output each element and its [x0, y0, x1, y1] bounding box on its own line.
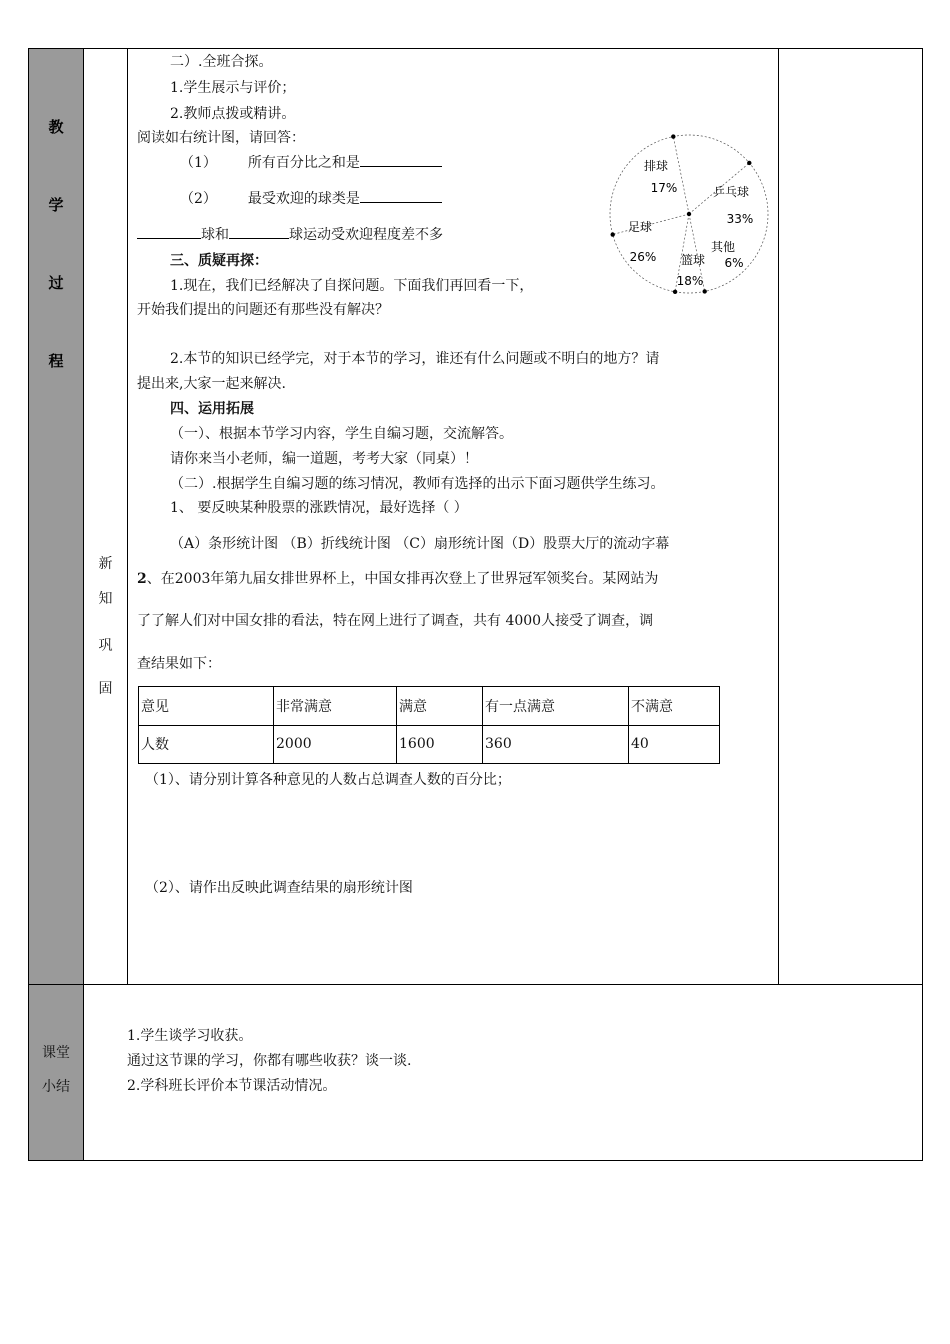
- table-cell: 人数: [139, 725, 274, 764]
- summary-label: 小结: [42, 1079, 70, 1095]
- text-line: （一）、根据本节学习内容，学生自编习题，交流解答。: [170, 426, 513, 442]
- text-line: 1.现在，我们已经解决了自探问题。下面我们再回看一下，: [170, 278, 534, 294]
- question-text: 球和: [201, 227, 229, 243]
- question-text: 球运动受欢迎程度差不多: [289, 227, 443, 243]
- answer-blank: [360, 190, 442, 203]
- consolidate-char: 知: [98, 591, 113, 607]
- divider: [127, 48, 128, 985]
- sub-question-2: （2）、请作出反映此调查结果的扇形统计图: [145, 880, 413, 896]
- summary-table: [28, 984, 923, 1161]
- pie-slice-label: 足球: [627, 220, 653, 234]
- exercise-number: 2: [137, 571, 147, 587]
- table-cell: 有一点满意: [483, 687, 629, 726]
- summary-label: 课堂: [42, 1045, 70, 1061]
- survey-table: [138, 686, 720, 764]
- text-line: 查结果如下：: [137, 656, 221, 672]
- question-text: 所有百分比之和是: [247, 155, 360, 171]
- summary-line: 通过这节课的学习，你都有哪些收获？谈一谈.: [127, 1053, 412, 1069]
- question-2-continued: [137, 226, 443, 244]
- summary-line: 1.学生谈学习收获。: [127, 1028, 253, 1044]
- answer-blank: [360, 154, 442, 167]
- text-line: 2.本节的知识已经学完，对于本节的学习，谁还有什么问题或不明白的地方？请: [170, 351, 660, 367]
- exercise-1: 1、 要反映某种股票的涨跌情况，最好选择（ ）: [170, 500, 468, 516]
- divider: [83, 984, 84, 1161]
- table-cell: 意见: [139, 687, 274, 726]
- pie-slice-point: [673, 290, 677, 294]
- pie-slice-value: 26%: [629, 250, 657, 264]
- table-cell: 40: [629, 725, 720, 764]
- summary-grey-column: [29, 985, 83, 1160]
- pie-slice-value: 17%: [650, 181, 678, 195]
- table-cell: 非常满意: [274, 687, 397, 726]
- table-cell: 1600: [397, 725, 483, 764]
- answer-blank: [137, 226, 201, 239]
- pie-slice-label: 排球: [643, 159, 669, 173]
- divider: [778, 48, 779, 985]
- lesson-table: [28, 48, 923, 985]
- exercise-2: [137, 570, 658, 588]
- pie-slice-label: 其他: [710, 240, 736, 254]
- section-char: 教: [48, 118, 64, 136]
- section-heading: 四、运用拓展: [170, 401, 254, 417]
- pie-slice-point: [702, 289, 706, 293]
- question-2: [180, 190, 442, 208]
- table-cell: 360: [483, 725, 629, 764]
- pie-slice-value: 18%: [676, 274, 704, 288]
- pie-slice-boundary: [673, 137, 689, 214]
- text-line: （二）.根据学生自编习题的练习情况，教师有选择的出示下面习题供学生练习。: [170, 476, 665, 492]
- table-cell: 满意: [397, 687, 483, 726]
- table-row: [139, 687, 720, 726]
- question-1: [180, 154, 442, 172]
- sub-question-1: （1）、请分别计算各种意见的人数占总调查人数的百分比；: [145, 772, 511, 788]
- pie-chart: [600, 128, 770, 298]
- consolidate-char: 固: [98, 681, 113, 697]
- table-cell: 不满意: [629, 687, 720, 726]
- exercise-text: 、在2003年第九届女排世界杯上，中国女排再次登上了世界冠军领奖台。某网站为: [146, 571, 659, 587]
- text-line: 2.教师点拨或精讲。: [170, 106, 296, 122]
- section-char: 程: [48, 352, 64, 370]
- text-line: 提出来,大家一起来解决.: [137, 376, 286, 392]
- divider: [83, 48, 84, 985]
- section-char: 过: [48, 274, 64, 292]
- consolidate-char: 新: [98, 556, 113, 572]
- answer-blank: [229, 226, 289, 239]
- pie-slice-point: [747, 161, 751, 165]
- text-line: 请你来当小老师，编一道题，考考大家（同桌）！: [170, 451, 478, 467]
- pie-center-point: [687, 212, 691, 216]
- text-line: 1.学生展示与评价；: [170, 80, 296, 96]
- question-number: （2）: [180, 191, 217, 207]
- pie-slice-point: [671, 134, 675, 138]
- pie-slice-value: 6%: [724, 256, 744, 270]
- table-cell: 2000: [274, 725, 397, 764]
- text-line: 阅读如右统计图，请回答：: [137, 130, 305, 146]
- section-heading: 三、质疑再探：: [170, 253, 268, 269]
- sidebar-grey-column: [29, 49, 83, 984]
- pie-slice-label: 乒乓球: [712, 185, 750, 199]
- pie-slice-value: 33%: [726, 212, 754, 226]
- consolidate-char: 巩: [98, 638, 113, 654]
- text-line: 了了解人们对中国女排的看法，特在网上进行了调查，共有 4000人接受了调查，调: [137, 613, 654, 629]
- pie-slice-point: [611, 232, 615, 236]
- exercise-1-options: （A）条形统计图 （B）折线统计图 （C）扇形统计图（D）股票大厅的流动字幕: [170, 536, 670, 552]
- table-row: [139, 725, 720, 764]
- text-line: 开始我们提出的问题还有那些没有解决？: [137, 302, 389, 318]
- pie-slice-label: 篮球: [680, 253, 706, 267]
- text-line: 二）.全班合探。: [170, 54, 273, 70]
- question-text: 最受欢迎的球类是: [247, 191, 360, 207]
- section-char: 学: [48, 196, 64, 214]
- question-number: （1）: [180, 155, 217, 171]
- summary-line: 2.学科班长评价本节课活动情况。: [127, 1078, 337, 1094]
